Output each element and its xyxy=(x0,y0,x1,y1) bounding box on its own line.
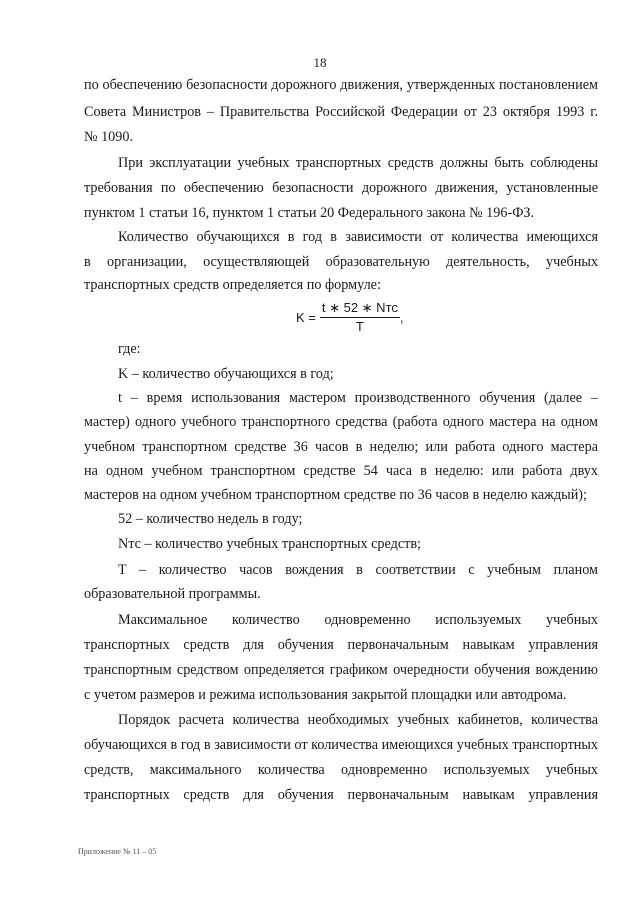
text-line: транспортных средств для обучения первоначальным навыкам управления xyxy=(84,637,598,653)
text-line: транспортных средств определяется по формуле: xyxy=(84,277,381,293)
page-number: 18 xyxy=(313,55,327,70)
text-line: образовательной программы. xyxy=(84,586,261,602)
text-line: по обеспечению безопасности дорожного движения, утвержденных постановлением xyxy=(84,77,598,93)
text-line: № 1090. xyxy=(84,129,134,145)
text-line: транспортным средством определяется графиком очередности обучения вождению xyxy=(84,662,598,678)
formula-denominator: T xyxy=(355,319,364,334)
text-line: пунктом 1 статьи 16, пунктом 1 статьи 20 Федерального закона № 196-ФЗ. xyxy=(84,205,535,221)
text-line: на одном учебном транспортном средстве 54 часа в неделю: или работа двух xyxy=(84,463,598,479)
text-line: Совета Министров – Правительства Российской Федерации от 23 октября 1993 г. xyxy=(84,104,598,120)
text-line: учебном транспортном средстве 36 часов в неделю; или работа одного мастера xyxy=(84,439,598,455)
text-line: K – количество обучающихся в год; xyxy=(118,366,334,382)
text-line: мастеров на одном учебном транспортном средстве по 36 часов в неделю каждый); xyxy=(84,487,587,503)
text-line: При эксплуатации учебных транспортных средств должны быть соблюдены xyxy=(118,155,598,171)
text-line: с учетом размеров и режима использования закрытой площадки или автодрома. xyxy=(84,687,567,703)
text-line: где: xyxy=(118,341,141,357)
text-line: Максимальное количество одновременно используемых учебных xyxy=(118,612,598,628)
text-line: требования по обеспечению безопасности дорожного движения, установленные xyxy=(84,180,598,196)
text-line: Количество обучающихся в год в зависимости от количества имеющихся xyxy=(118,229,598,245)
formula-fraction xyxy=(320,300,400,334)
formula-numerator: t ∗ 52 ∗ Nтс xyxy=(320,300,400,318)
formula-trailing: , xyxy=(399,309,404,325)
page-footer: Приложение № 11 – 05 xyxy=(78,847,157,856)
text-line: мастер) одного учебного транспортного средства (работа одного мастера на одном xyxy=(84,414,598,430)
formula xyxy=(296,300,404,334)
text-line: 52 – количество недель в году; xyxy=(118,511,303,527)
text-line: T – количество часов вождения в соответствии с учебным планом xyxy=(118,562,598,578)
text-line: Nтс – количество учебных транспортных средств; xyxy=(118,536,421,552)
text-line: в организации, осуществляющей образовательную деятельность, учебных xyxy=(84,254,598,270)
formula-lhs: K = xyxy=(296,309,316,325)
text-line: обучающихся в год в зависимости от количества имеющихся учебных транспортных xyxy=(84,737,598,753)
text-line: t – время использования мастером производственного обучения (далее – xyxy=(118,390,598,406)
text-line: Порядок расчета количества необходимых учебных кабинетов, количества xyxy=(118,712,598,728)
text-line: средств, максимального количества одновременно используемых учебных xyxy=(84,762,598,778)
text-line: транспортных средств для обучения первоначальным навыкам управления xyxy=(84,787,598,803)
